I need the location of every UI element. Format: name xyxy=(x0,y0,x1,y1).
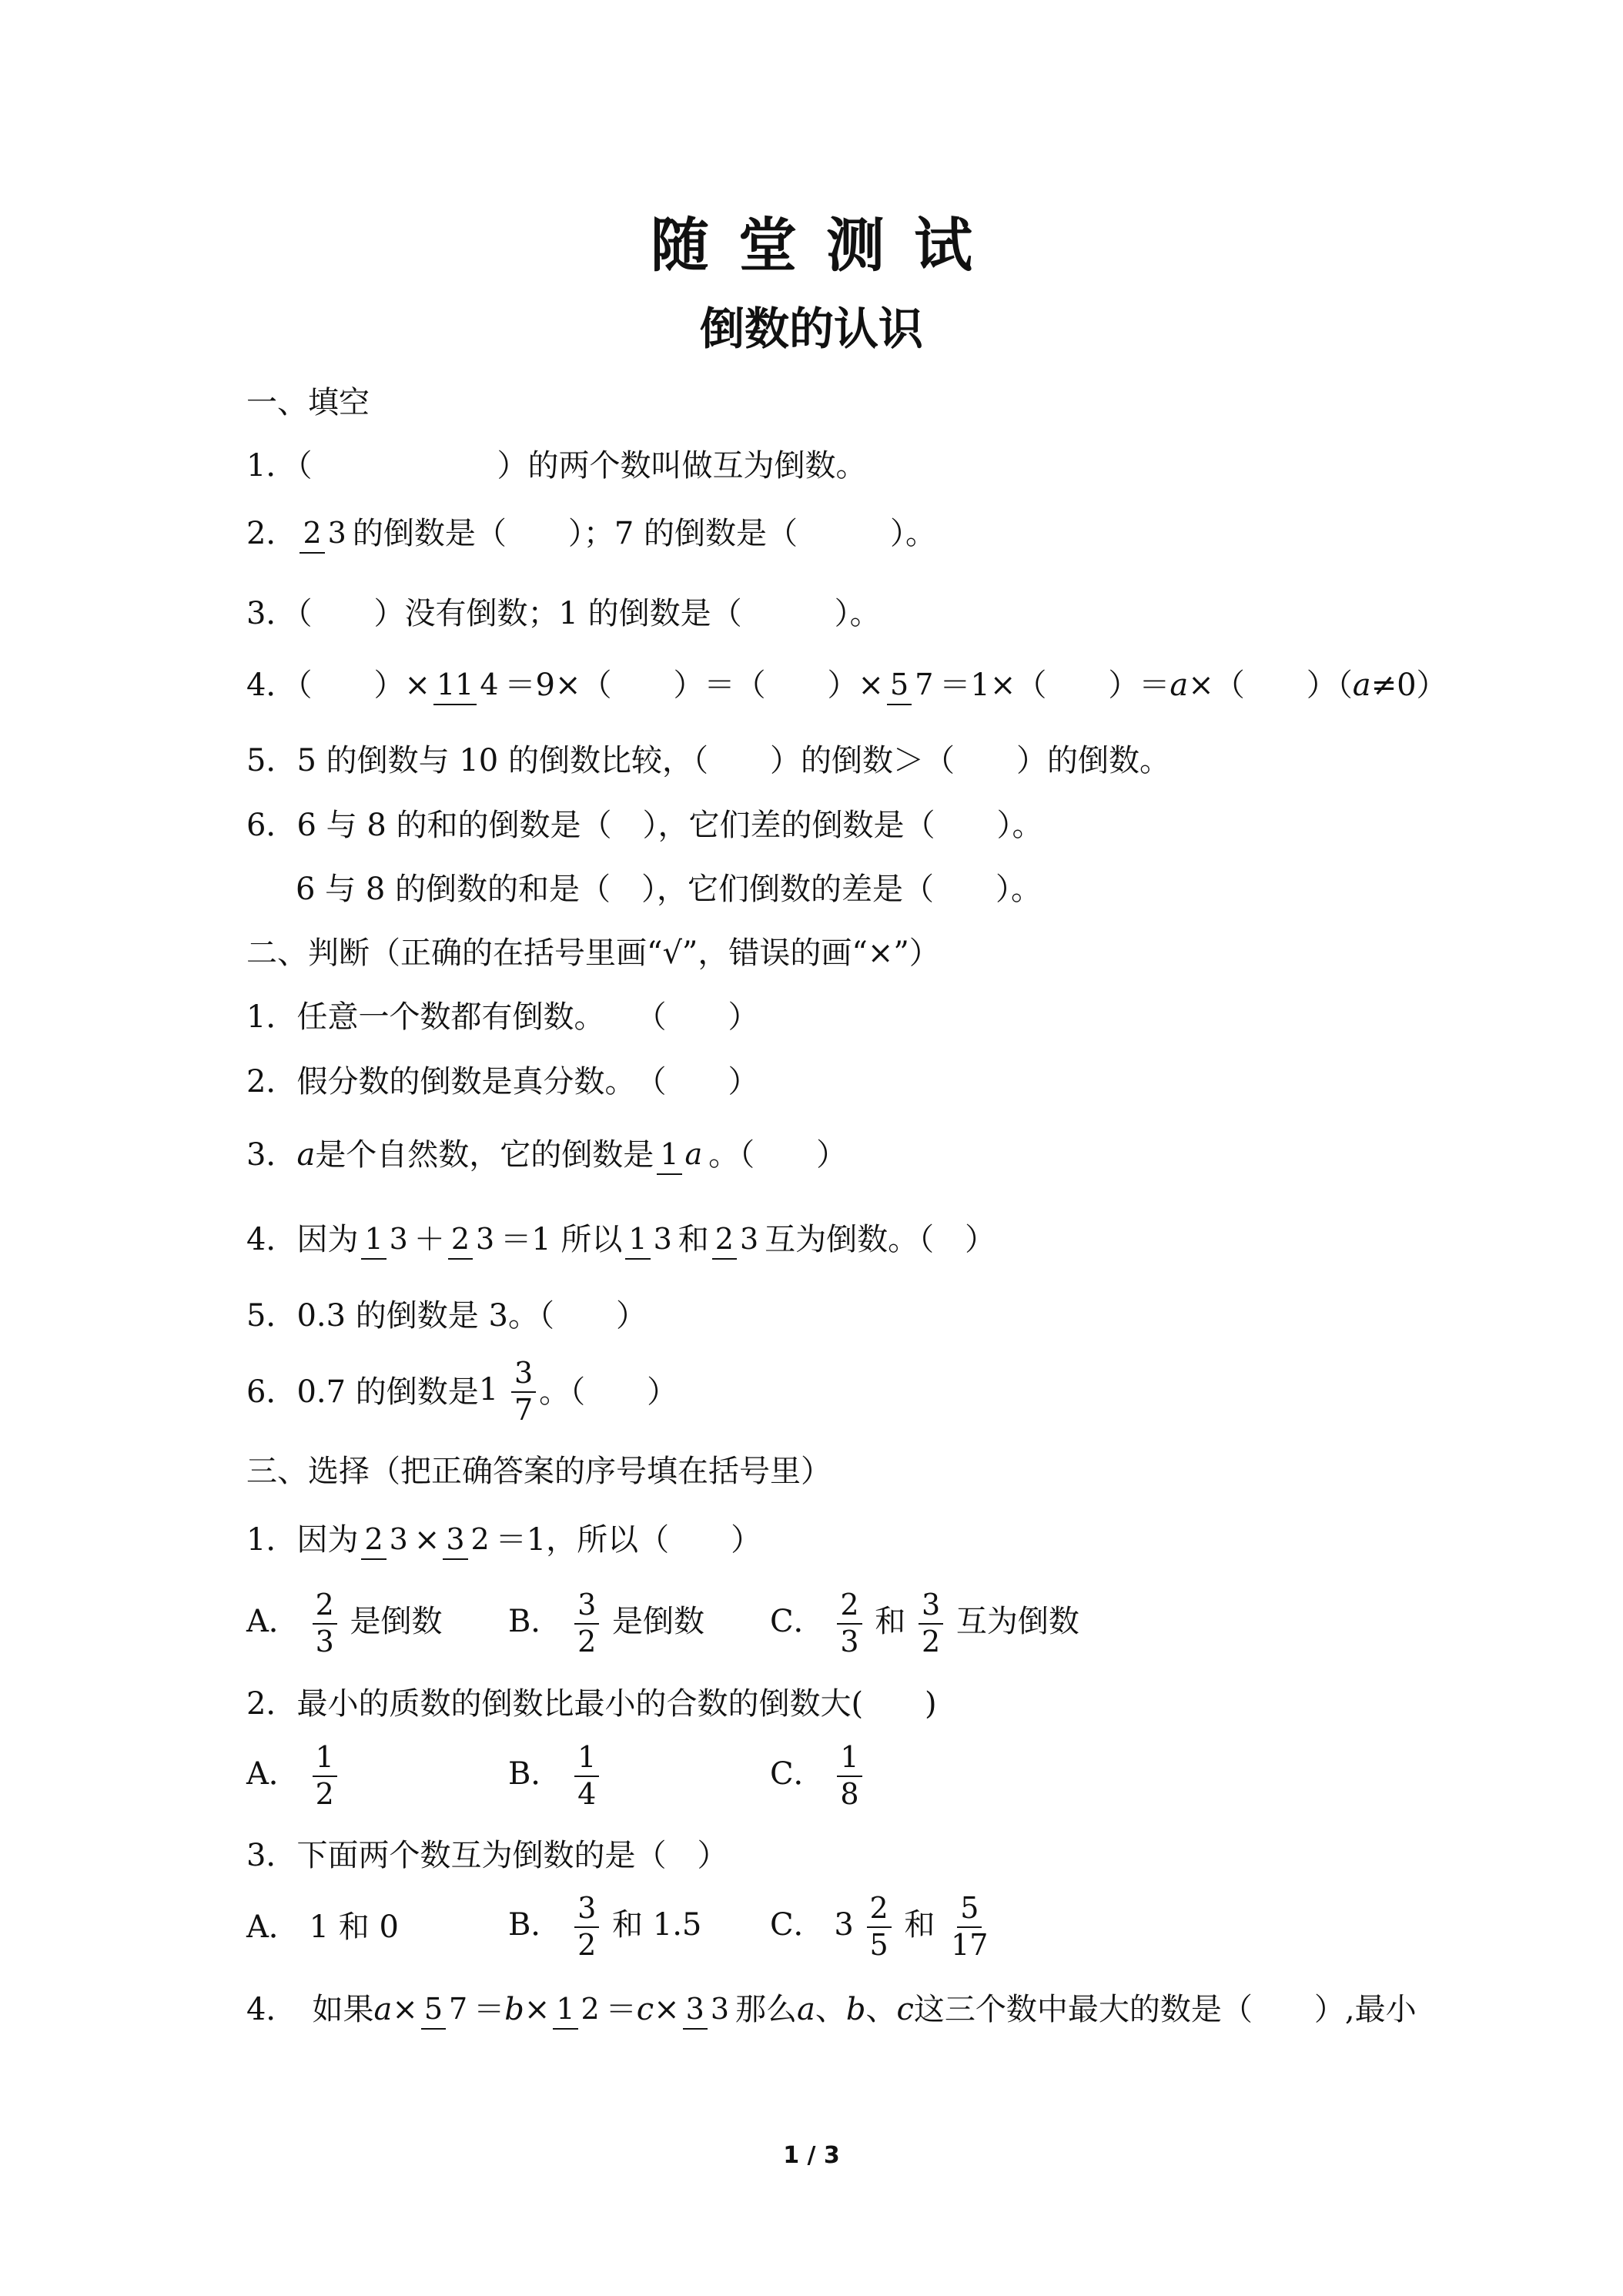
fraction: 11 4 xyxy=(433,670,502,701)
option-b: B． $\frac{1}{4}$ xyxy=(508,1742,770,1810)
question-3-3-options xyxy=(246,1893,994,1962)
fraction: 2 3 xyxy=(300,518,349,549)
fraction: 2 3 xyxy=(361,1525,410,1555)
question-3-2: 2．最小的质数的倒数比最小的合数的倒数大( ) xyxy=(246,1686,937,1722)
question-1-6b: 6 与 8 的倒数的和是（ ），它们倒数的差是（ ）。 xyxy=(296,872,1042,907)
page-subtitle: 倒数的认识 xyxy=(699,303,923,355)
question-3-3: 3．下面两个数互为倒数的是（ ） xyxy=(246,1838,728,1873)
option-b: B． $\frac{3}{2}$ 是倒数 xyxy=(508,1588,705,1658)
question-1-4: 4．（ ）× 11 4 ＝9×（ ）＝（ ）× 5 7 ＝1×（ ）＝ a ×（ ）（ a ≠0） xyxy=(246,651,1447,720)
question-1-1: 1．（ ）的两个数叫做互为倒数。 xyxy=(246,448,867,484)
question-3-1-options xyxy=(246,1589,1079,1658)
fraction: 3 2 xyxy=(443,1525,492,1555)
fraction: 1 3 xyxy=(625,1224,674,1255)
question-2-6: 6．0.7 的倒数是 1 $\frac{3}{7}$ 。（ ） xyxy=(246,1356,678,1427)
question-2-4: 4．因为 1 3 ＋ 2 3 ＝1 所以 1 3 和 2 3 互为倒数。（ ） xyxy=(246,1205,996,1274)
question-2-3: 3． a 是个自然数，它的倒数是 1 a 。（ ） xyxy=(246,1120,847,1190)
option-b: B． $\frac{3}{2}$ 和 1.5 xyxy=(508,1891,702,1962)
option-c: C． $\frac{1}{8}$ xyxy=(770,1742,865,1810)
question-3-4: 4． 如果 a × 5 7 ＝ b × 1 2 ＝ c × 3 3 那么 a 、 b 、 c 这三个数中最大的数是（ ）,最小 xyxy=(246,1975,1417,2044)
question-2-1: 1．任意一个数都有倒数。 （ ） xyxy=(246,999,759,1035)
option-c: C． 3 $\frac{2}{5}$ 和 $\frac{5}{17}$ xyxy=(770,1891,989,1962)
question-1-6a: 6．6 与 8 的和的倒数是（ ），它们差的倒数是（ ）。 xyxy=(246,808,1043,843)
fraction: 5 7 xyxy=(887,670,936,701)
section-heading-fill-blank: 一、填空 xyxy=(246,385,370,420)
fraction: 1 2 xyxy=(553,1994,602,2025)
fraction: 2 3 xyxy=(448,1224,497,1255)
section-heading-judgment: 二、判断（正确的在括号里画“√”，错误的画“×”） xyxy=(246,935,940,971)
question-1-3: 3．（ ）没有倒数；1 的倒数是（ ）。 xyxy=(246,596,881,631)
option-a: A． $\frac{2}{3}$ 是倒数 xyxy=(246,1588,443,1658)
option-a: A． 1 和 0 xyxy=(246,1909,399,1945)
fraction: 1 3 xyxy=(361,1224,410,1255)
fraction: 5 7 xyxy=(421,1994,470,2025)
question-3-2-options xyxy=(246,1742,865,1811)
page-title: 随堂测试 xyxy=(651,211,1002,279)
fraction: 3 3 xyxy=(683,1994,732,2025)
question-1-5: 5．5 的倒数与 10 的倒数比较，（ ）的倒数＞（ ）的倒数。 xyxy=(246,743,1170,778)
section-heading-choice: 三、选择（把正确答案的序号填在括号里） xyxy=(246,1454,832,1489)
fraction: 2 3 xyxy=(712,1224,761,1255)
mixed-number: 1 $\frac{3}{7}$ xyxy=(479,1358,539,1426)
fraction: 1 a xyxy=(657,1140,705,1170)
question-1-2: 2． 2 3 的倒数是（ ）；7 的倒数是（ ）。 xyxy=(246,499,936,568)
fraction: $\frac{3}{7}$ xyxy=(511,1358,536,1426)
page-number: 1 / 3 xyxy=(783,2142,840,2169)
option-c: C． $\frac{2}{3}$ 和 $\frac{3}{2}$ 互为倒数 xyxy=(770,1588,1079,1658)
question-2-2: 2．假分数的倒数是真分数。 （ ） xyxy=(246,1064,759,1099)
option-a: A． $\frac{1}{2}$ xyxy=(246,1742,508,1810)
question-3-1: 1．因为 2 3 × 3 2 ＝1，所以（ ） xyxy=(246,1505,761,1575)
question-2-5: 5．0.3 的倒数是 3。（ ） xyxy=(246,1298,647,1334)
